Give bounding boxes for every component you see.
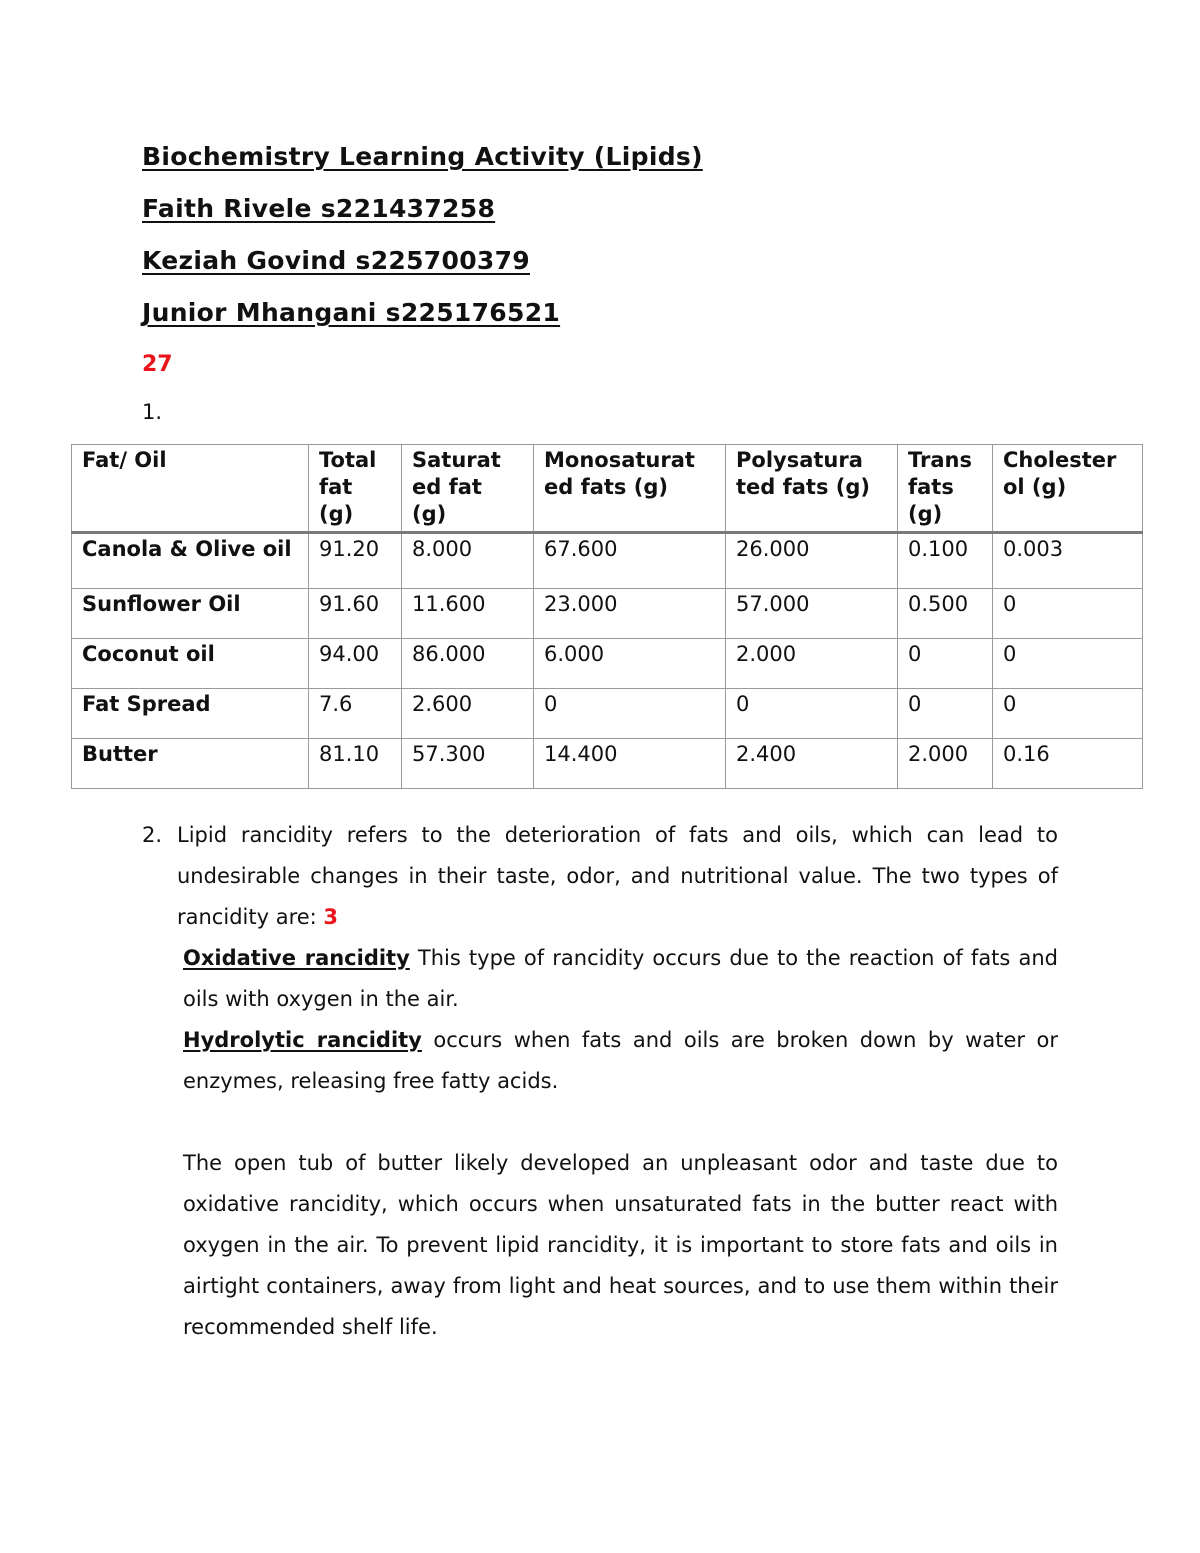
oxidative-term: Oxidative rancidity [183, 946, 410, 970]
mark-annotation: 3 [323, 905, 339, 929]
question-2-block [142, 815, 1058, 1348]
table-cell: 0.16 [993, 739, 1143, 789]
intro-text: Lipid rancidity refers to the deterioration of fats and oils, which can lead to undesirable changes in their taste, odor, and nutritional value. The two types of rancidity are: [177, 823, 1058, 929]
table-cell: 23.000 [534, 589, 726, 639]
table-cell: 86.000 [402, 639, 534, 689]
table-cell: 0 [898, 689, 993, 739]
hydrolytic-paragraph [183, 1020, 1058, 1102]
table-row [72, 533, 1143, 589]
table-cell: 0 [993, 639, 1143, 689]
row-label: Fat Spread [72, 689, 309, 739]
table-cell: 7.6 [309, 689, 402, 739]
table-row [72, 689, 1143, 739]
table-cell: 0 [993, 589, 1143, 639]
table-cell: 0 [993, 689, 1143, 739]
table-cell: 91.60 [309, 589, 402, 639]
document-title: Biochemistry Learning Activity (Lipids) [142, 142, 703, 171]
oxidative-text: This type of rancidity occurs due to the reaction of fats and oils with oxygen in the air. [183, 946, 1058, 1011]
column-header: Cholester ol (g) [993, 445, 1143, 533]
table-cell: 2.400 [726, 739, 898, 789]
table-cell: 0.500 [898, 589, 993, 639]
row-label: Coconut oil [72, 639, 309, 689]
table-cell: 26.000 [726, 533, 898, 589]
question-number: 1. [142, 400, 163, 424]
table-cell: 0 [898, 639, 993, 689]
table-cell: 2.000 [726, 639, 898, 689]
author-line: Junior Mhangani s225176521 [142, 298, 561, 327]
table-cell: 8.000 [402, 533, 534, 589]
question-number: 2. [142, 823, 163, 847]
table-cell: 6.000 [534, 639, 726, 689]
table-cell: 14.400 [534, 739, 726, 789]
table-cell: 2.600 [402, 689, 534, 739]
table-cell: 0 [726, 689, 898, 739]
table-row [72, 739, 1143, 789]
table-cell: 67.600 [534, 533, 726, 589]
table-cell: 0 [534, 689, 726, 739]
conclusion-paragraph: The open tub of butter likely developed an unpleasant odor and taste due to oxidative rancidity, which occurs when unsaturated fats in the butter react with oxygen in the air. To prevent lipid rancidity, it is important to store fats and oils in airtight containers, away from light and heat sources, and to use them within their recommended shelf life. [183, 1151, 1058, 1339]
column-header: Fat/ Oil [72, 445, 309, 533]
hydrolytic-text: occurs when fats and oils are broken down by water or enzymes, releasing free fatty acids. [183, 1028, 1058, 1093]
author-line: Keziah Govind s225700379 [142, 246, 530, 275]
table-cell: 57.300 [402, 739, 534, 789]
paragraph-spacer [142, 1102, 1058, 1143]
table-cell: 81.10 [309, 739, 402, 789]
row-label: Butter [72, 739, 309, 789]
table-cell: 2.000 [898, 739, 993, 789]
table-row [72, 589, 1143, 639]
table-cell: 91.20 [309, 533, 402, 589]
column-header: Polysatura ted fats (g) [726, 445, 898, 533]
table-cell: 94.00 [309, 639, 402, 689]
table-row [72, 639, 1143, 689]
score-mark: 27 [142, 352, 173, 377]
row-label: Sunflower Oil [72, 589, 309, 639]
column-header: Trans fats (g) [898, 445, 993, 533]
table-cell: 57.000 [726, 589, 898, 639]
hydrolytic-term: Hydrolytic rancidity [183, 1028, 422, 1052]
author-line: Faith Rivele s221437258 [142, 194, 496, 223]
table-cell: 11.600 [402, 589, 534, 639]
table-cell: 0.003 [993, 533, 1143, 589]
row-label: Canola & Olive oil [72, 533, 309, 589]
column-header: Saturat ed fat (g) [402, 445, 534, 533]
column-header: Total fat (g) [309, 445, 402, 533]
table-header-row [72, 445, 1143, 533]
column-header: Monosaturat ed fats (g) [534, 445, 726, 533]
oxidative-paragraph [183, 938, 1058, 1020]
fat-composition-table [71, 444, 1143, 789]
rancidity-intro [177, 815, 1058, 938]
table-cell: 0.100 [898, 533, 993, 589]
